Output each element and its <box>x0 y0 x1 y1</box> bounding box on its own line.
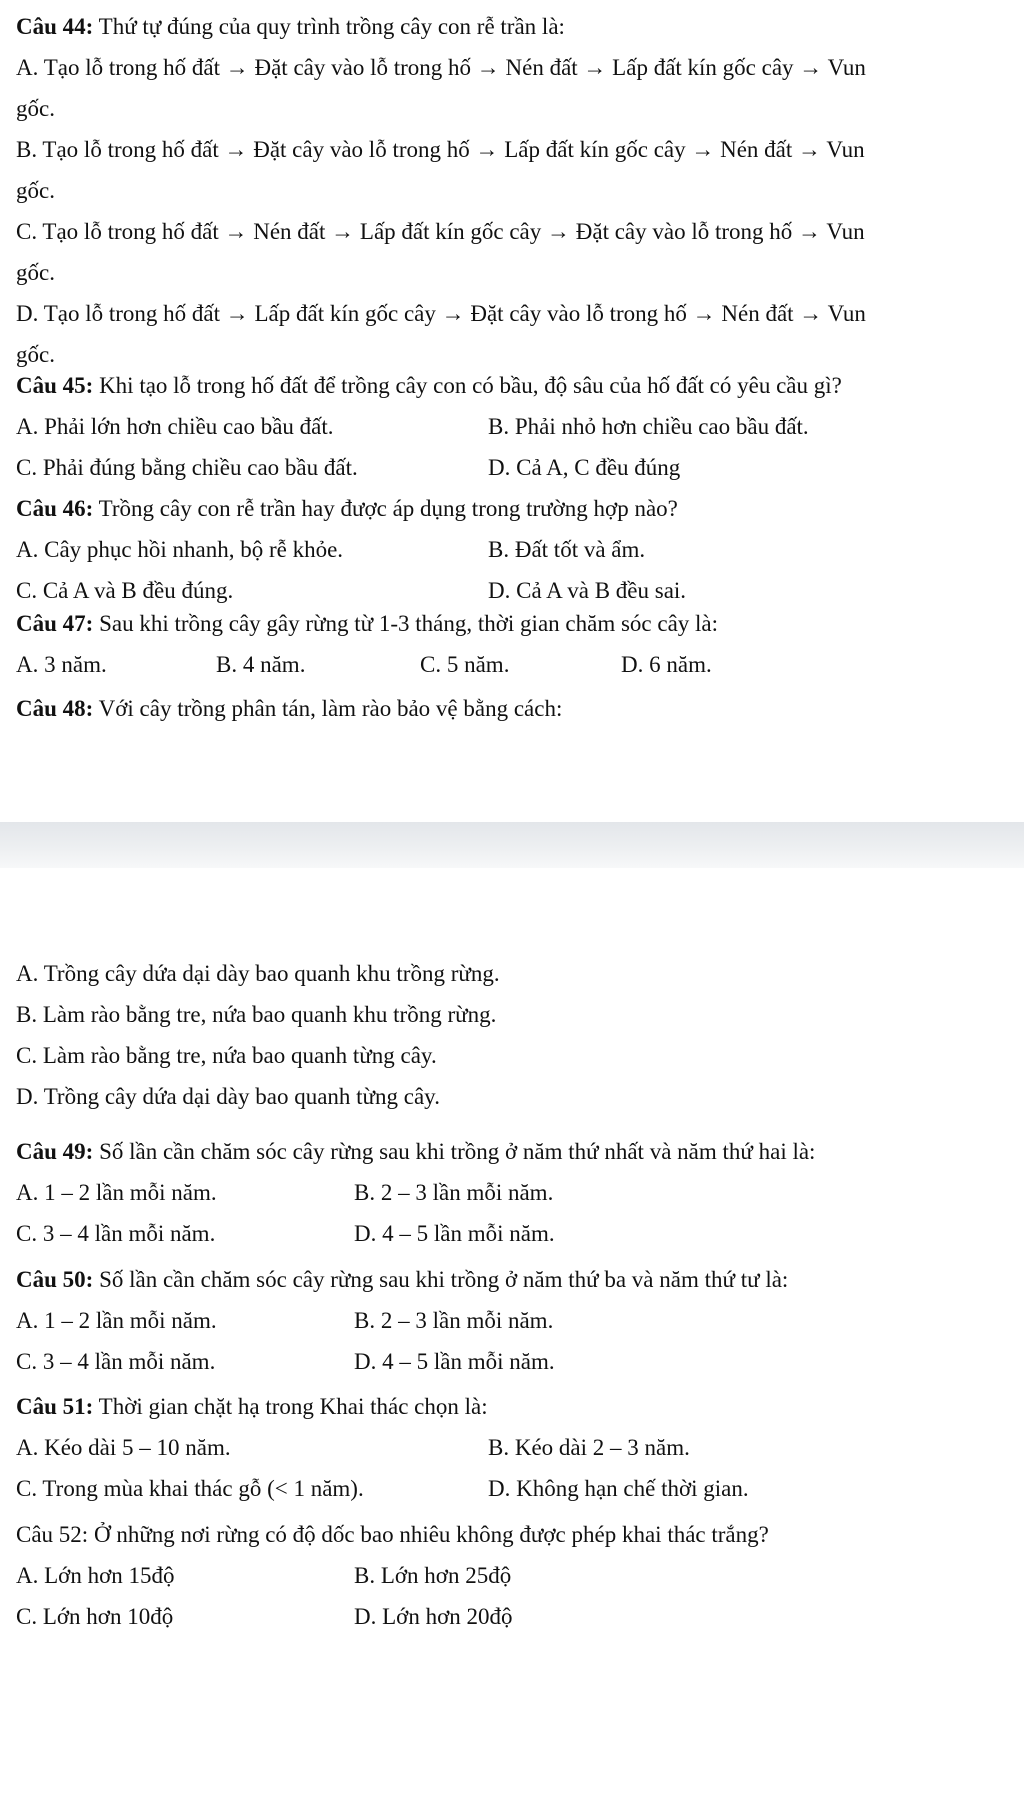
question-label: Câu 45: <box>16 373 94 398</box>
option-c: C. Tạo lỗ trong hố đất → Nén đất → Lấp đất kín gốc cây → Đặt cây vào lỗ trong hố → Vun <box>16 219 865 244</box>
option-b-continued: gốc. <box>16 178 55 203</box>
question-text: Với cây trồng phân tán, làm rào bảo vệ bằng cách: <box>93 696 563 721</box>
question-text: Số lần cần chăm sóc cây rừng sau khi trồng ở năm thứ nhất và năm thứ hai là: <box>93 1139 816 1164</box>
question-44-stem <box>16 6 1006 47</box>
question-label: Câu 52: <box>16 1522 89 1547</box>
option-d: D. Tạo lỗ trong hố đất → Lấp đất kín gốc cây → Đặt cây vào lỗ trong hố → Nén đất → Vun <box>16 301 866 326</box>
option-d: D. 6 năm. <box>621 652 712 677</box>
question-47-stem <box>16 603 1006 644</box>
option-c: C. 5 năm. <box>420 652 510 677</box>
option-c: C. Trong mùa khai thác gỗ (< 1 năm). <box>16 1476 364 1501</box>
question-text: Thời gian chặt hạ trong Khai thác chọn là: <box>93 1394 488 1419</box>
option-d: D. Cả A và B đều sai. <box>488 578 687 603</box>
option-a: A. 1 – 2 lần mỗi năm. <box>16 1308 217 1333</box>
question-45-stem <box>16 365 1006 406</box>
question-label: Câu 50: <box>16 1267 94 1292</box>
question-48-options <box>16 953 1006 1117</box>
question-label: Câu 48: <box>16 696 94 721</box>
question-label: Câu 46: <box>16 496 94 521</box>
options-row <box>16 1213 1006 1254</box>
option-d: D. Lớn hơn 20độ <box>354 1604 513 1629</box>
option-a: A. Lớn hơn 15độ <box>16 1563 175 1588</box>
option-c-continued: gốc. <box>16 260 55 285</box>
options-row <box>16 644 1006 685</box>
question-50 <box>16 1259 1006 1382</box>
option-c: C. 3 – 4 lần mỗi năm. <box>16 1349 216 1374</box>
option-b: B. Đất tốt và ẩm. <box>488 537 646 562</box>
option-b: B. 2 – 3 lần mỗi năm. <box>354 1180 554 1205</box>
options-row <box>16 1300 1006 1341</box>
question-50-stem <box>16 1259 1006 1300</box>
question-46-stem <box>16 488 1006 529</box>
question-text: Sau khi trồng cây gây rừng từ 1-3 tháng, thời gian chăm sóc cây là: <box>93 611 719 636</box>
option-c: C. Cả A và B đều đúng. <box>16 578 234 603</box>
question-label: Câu 49: <box>16 1139 94 1164</box>
question-text: Trồng cây con rễ trần hay được áp dụng trong trường hợp nào? <box>93 496 678 521</box>
question-label: Câu 51: <box>16 1394 94 1419</box>
option-d: D. Trồng cây dứa dại dày bao quanh từng cây. <box>16 1084 440 1109</box>
option-d-continued: gốc. <box>16 342 55 367</box>
option-b: B. Làm rào bằng tre, nứa bao quanh khu trồng rừng. <box>16 1002 497 1027</box>
option-b: B. Lớn hơn 25độ <box>354 1563 512 1588</box>
option-d: D. Cả A, C đều đúng <box>488 455 681 480</box>
option-a: A. Phải lớn hơn chiều cao bầu đất. <box>16 414 334 439</box>
question-text: Ở những nơi rừng có độ dốc bao nhiêu không được phép khai thác trắng? <box>88 1522 769 1547</box>
options-row <box>16 1341 1006 1382</box>
option-c: C. Làm rào bằng tre, nứa bao quanh từng cây. <box>16 1043 437 1068</box>
option-a: A. Tạo lỗ trong hố đất → Đặt cây vào lỗ trong hố → Nén đất → Lấp đất kín gốc cây → Vun <box>16 55 866 80</box>
question-45 <box>16 365 1006 488</box>
option-c: C. 3 – 4 lần mỗi năm. <box>16 1221 216 1246</box>
question-text: Khi tạo lỗ trong hố đất để trồng cây con có bầu, độ sâu của hố đất có yêu cầu gì? <box>93 373 842 398</box>
options-row <box>16 447 1006 488</box>
question-48 <box>16 688 1006 729</box>
option-b: B. Tạo lỗ trong hố đất → Đặt cây vào lỗ trong hố → Lấp đất kín gốc cây → Nén đất → Vun <box>16 137 865 162</box>
question-52 <box>16 1514 1006 1637</box>
option-b: B. Phải nhỏ hơn chiều cao bầu đất. <box>488 414 809 439</box>
question-text: Thứ tự đúng của quy trình trồng cây con rễ trần là: <box>93 14 565 39</box>
option-b: B. 2 – 3 lần mỗi năm. <box>354 1308 554 1333</box>
options-row <box>16 1172 1006 1213</box>
options-row <box>16 1555 1006 1596</box>
question-label: Câu 47: <box>16 611 94 636</box>
option-a: A. Cây phục hồi nhanh, bộ rễ khỏe. <box>16 537 344 562</box>
question-48-stem <box>16 688 1006 729</box>
option-a: A. 1 – 2 lần mỗi năm. <box>16 1180 217 1205</box>
option-a-continued: gốc. <box>16 96 55 121</box>
page-divider <box>0 822 1024 868</box>
question-49 <box>16 1131 1006 1254</box>
question-49-stem <box>16 1131 1006 1172</box>
question-text: Số lần cần chăm sóc cây rừng sau khi trồng ở năm thứ ba và năm thứ tư là: <box>93 1267 789 1292</box>
option-a: A. Kéo dài 5 – 10 năm. <box>16 1435 231 1460</box>
question-52-stem <box>16 1514 1006 1555</box>
question-51 <box>16 1386 1006 1509</box>
option-d: D. Không hạn chế thời gian. <box>488 1476 749 1501</box>
question-51-stem <box>16 1386 1006 1427</box>
question-47 <box>16 603 1006 685</box>
option-c: C. Lớn hơn 10độ <box>16 1604 174 1629</box>
question-46 <box>16 488 1006 611</box>
options-row <box>16 1427 1006 1468</box>
options-row <box>16 1468 1006 1509</box>
option-d: D. 4 – 5 lần mỗi năm. <box>354 1221 555 1246</box>
options-row <box>16 529 1006 570</box>
option-a: A. Trồng cây dứa dại dày bao quanh khu trồng rừng. <box>16 961 500 986</box>
question-44 <box>16 6 1006 375</box>
options-row <box>16 406 1006 447</box>
option-a: A. 3 năm. <box>16 652 107 677</box>
options-row <box>16 1596 1006 1637</box>
option-b: B. Kéo dài 2 – 3 năm. <box>488 1435 690 1460</box>
option-d: D. 4 – 5 lần mỗi năm. <box>354 1349 555 1374</box>
question-label: Câu 44: <box>16 14 94 39</box>
option-c: C. Phải đúng bằng chiều cao bầu đất. <box>16 455 358 480</box>
option-b: B. 4 năm. <box>216 652 306 677</box>
